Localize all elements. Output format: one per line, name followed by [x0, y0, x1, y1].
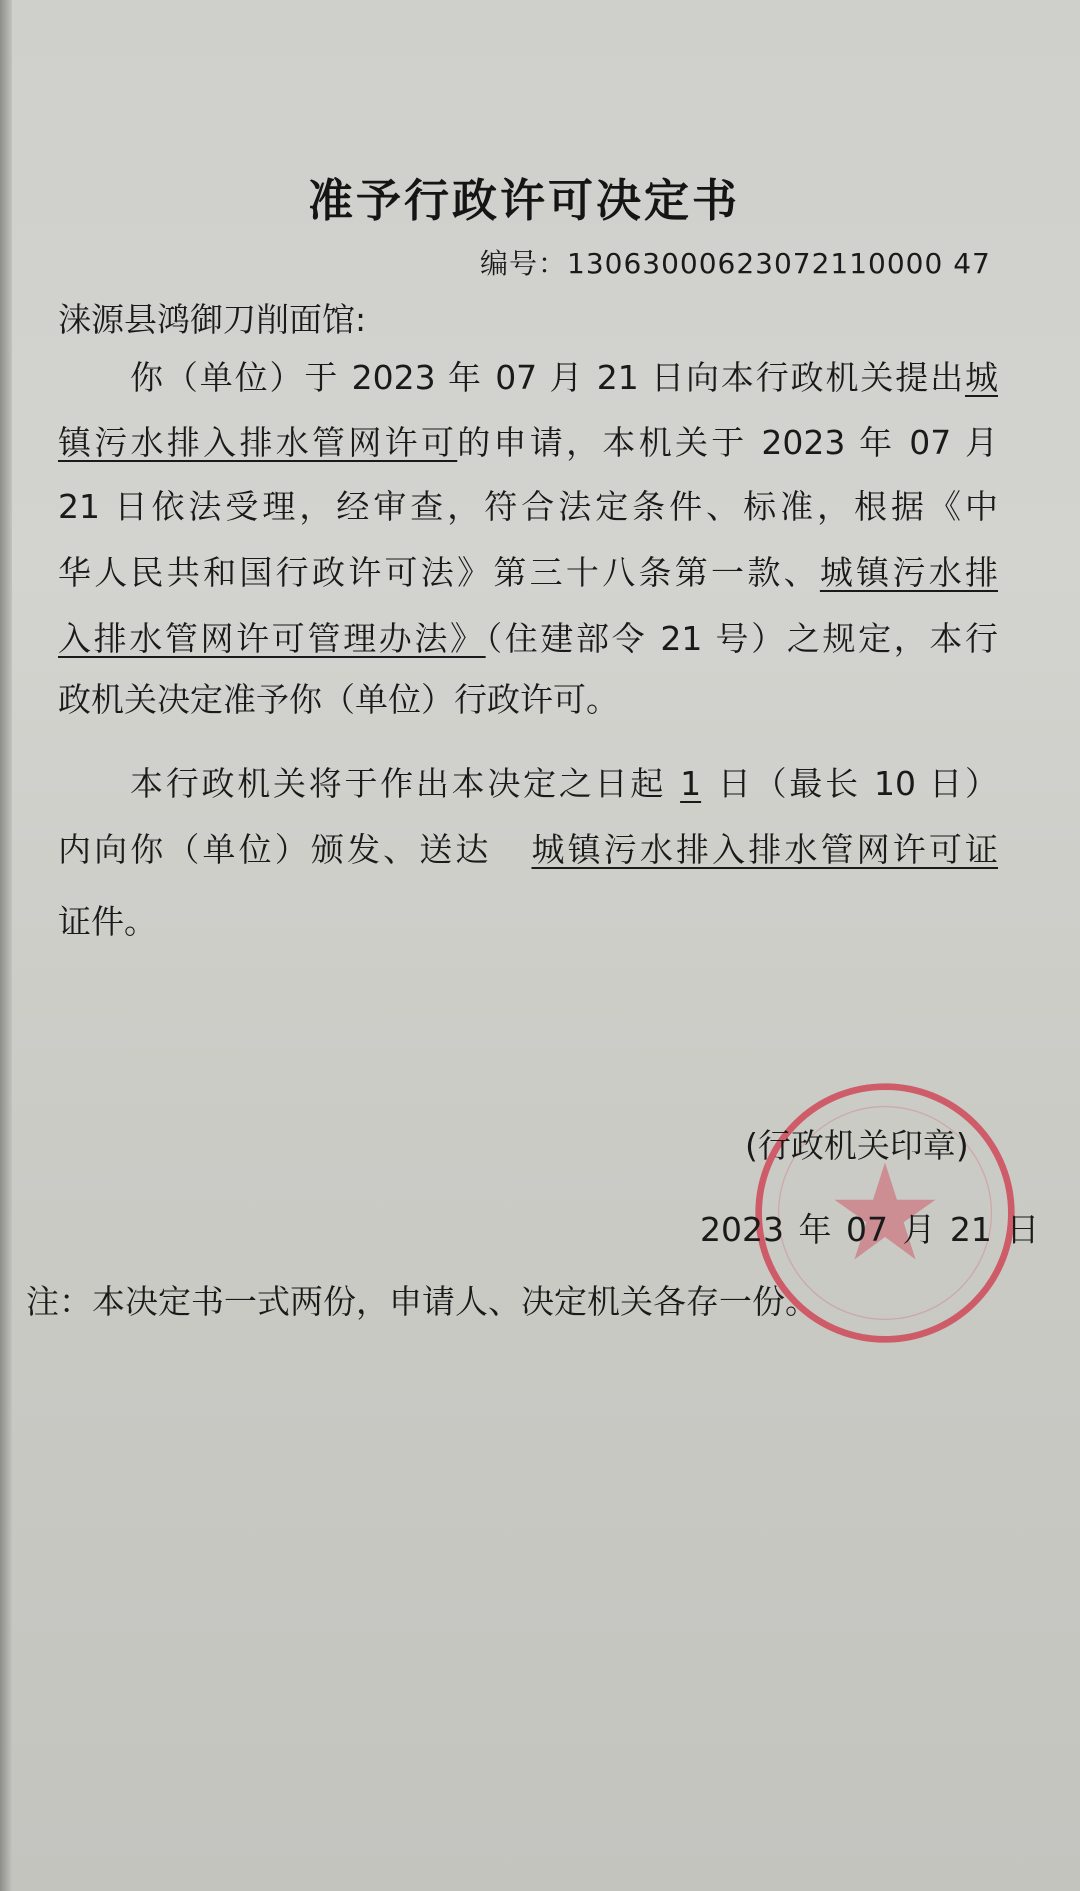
note: 注：本决定书一式两份，申请人、决定机关各存一份。 — [26, 1282, 818, 1321]
permit-name-underlined: 镇污水排入排水管网许可 — [58, 423, 458, 462]
document-title: 准予行政许可决定书 — [308, 174, 741, 227]
regulation-underlined: 城镇污水排 — [819, 553, 999, 592]
para1-line4 — [58, 553, 998, 593]
days-value: 1 — [680, 764, 702, 803]
text: 华人民共和国行政许可法》第三十八条第一款、 — [58, 553, 820, 592]
para1-line6: 政机关决定准予你（单位）行政许可。 — [58, 680, 619, 719]
text: 的申请，本机关于 2023 年 07 月 — [457, 423, 999, 462]
para1-line5 — [58, 619, 998, 659]
regulation-underlined: 入排水管网许可管理办法》 — [58, 619, 486, 658]
permit-name-underlined: 城 — [965, 358, 998, 397]
text: 本行政机关将于作出本决定之日起 — [130, 764, 667, 803]
para2-line1 — [130, 764, 998, 804]
page-edge-shadow — [0, 0, 12, 1891]
certificate-name: 城镇污水排入排水管网许可证 — [531, 830, 998, 869]
issue-date: 2023 年 07 月 21 日 — [700, 1210, 1040, 1249]
para2-line3: 证件。 — [58, 902, 157, 941]
para2-line2 — [58, 830, 998, 870]
para1-line1 — [130, 358, 998, 398]
text: 内向你（单位）颁发、送达 — [58, 830, 492, 869]
addressee: 涞源县鸿御刀削面馆: — [58, 300, 367, 339]
text: 你（单位）于 2023 年 07 月 21 日向本行政机关提出 — [130, 358, 965, 397]
number-value: 13063000623072110000 47 — [567, 247, 991, 280]
para1-line3: 21 日依法受理，经审查，符合法定条件、标准，根据《中 — [58, 487, 998, 526]
para1-line2 — [58, 423, 998, 463]
seal-label: (行政机关印章) — [745, 1126, 969, 1165]
document-number — [480, 242, 991, 282]
text: 日（最长 10 日） — [715, 764, 998, 803]
text: （住建部令 21 号）之规定，本行 — [485, 619, 998, 658]
number-label: 编号： — [480, 247, 568, 280]
